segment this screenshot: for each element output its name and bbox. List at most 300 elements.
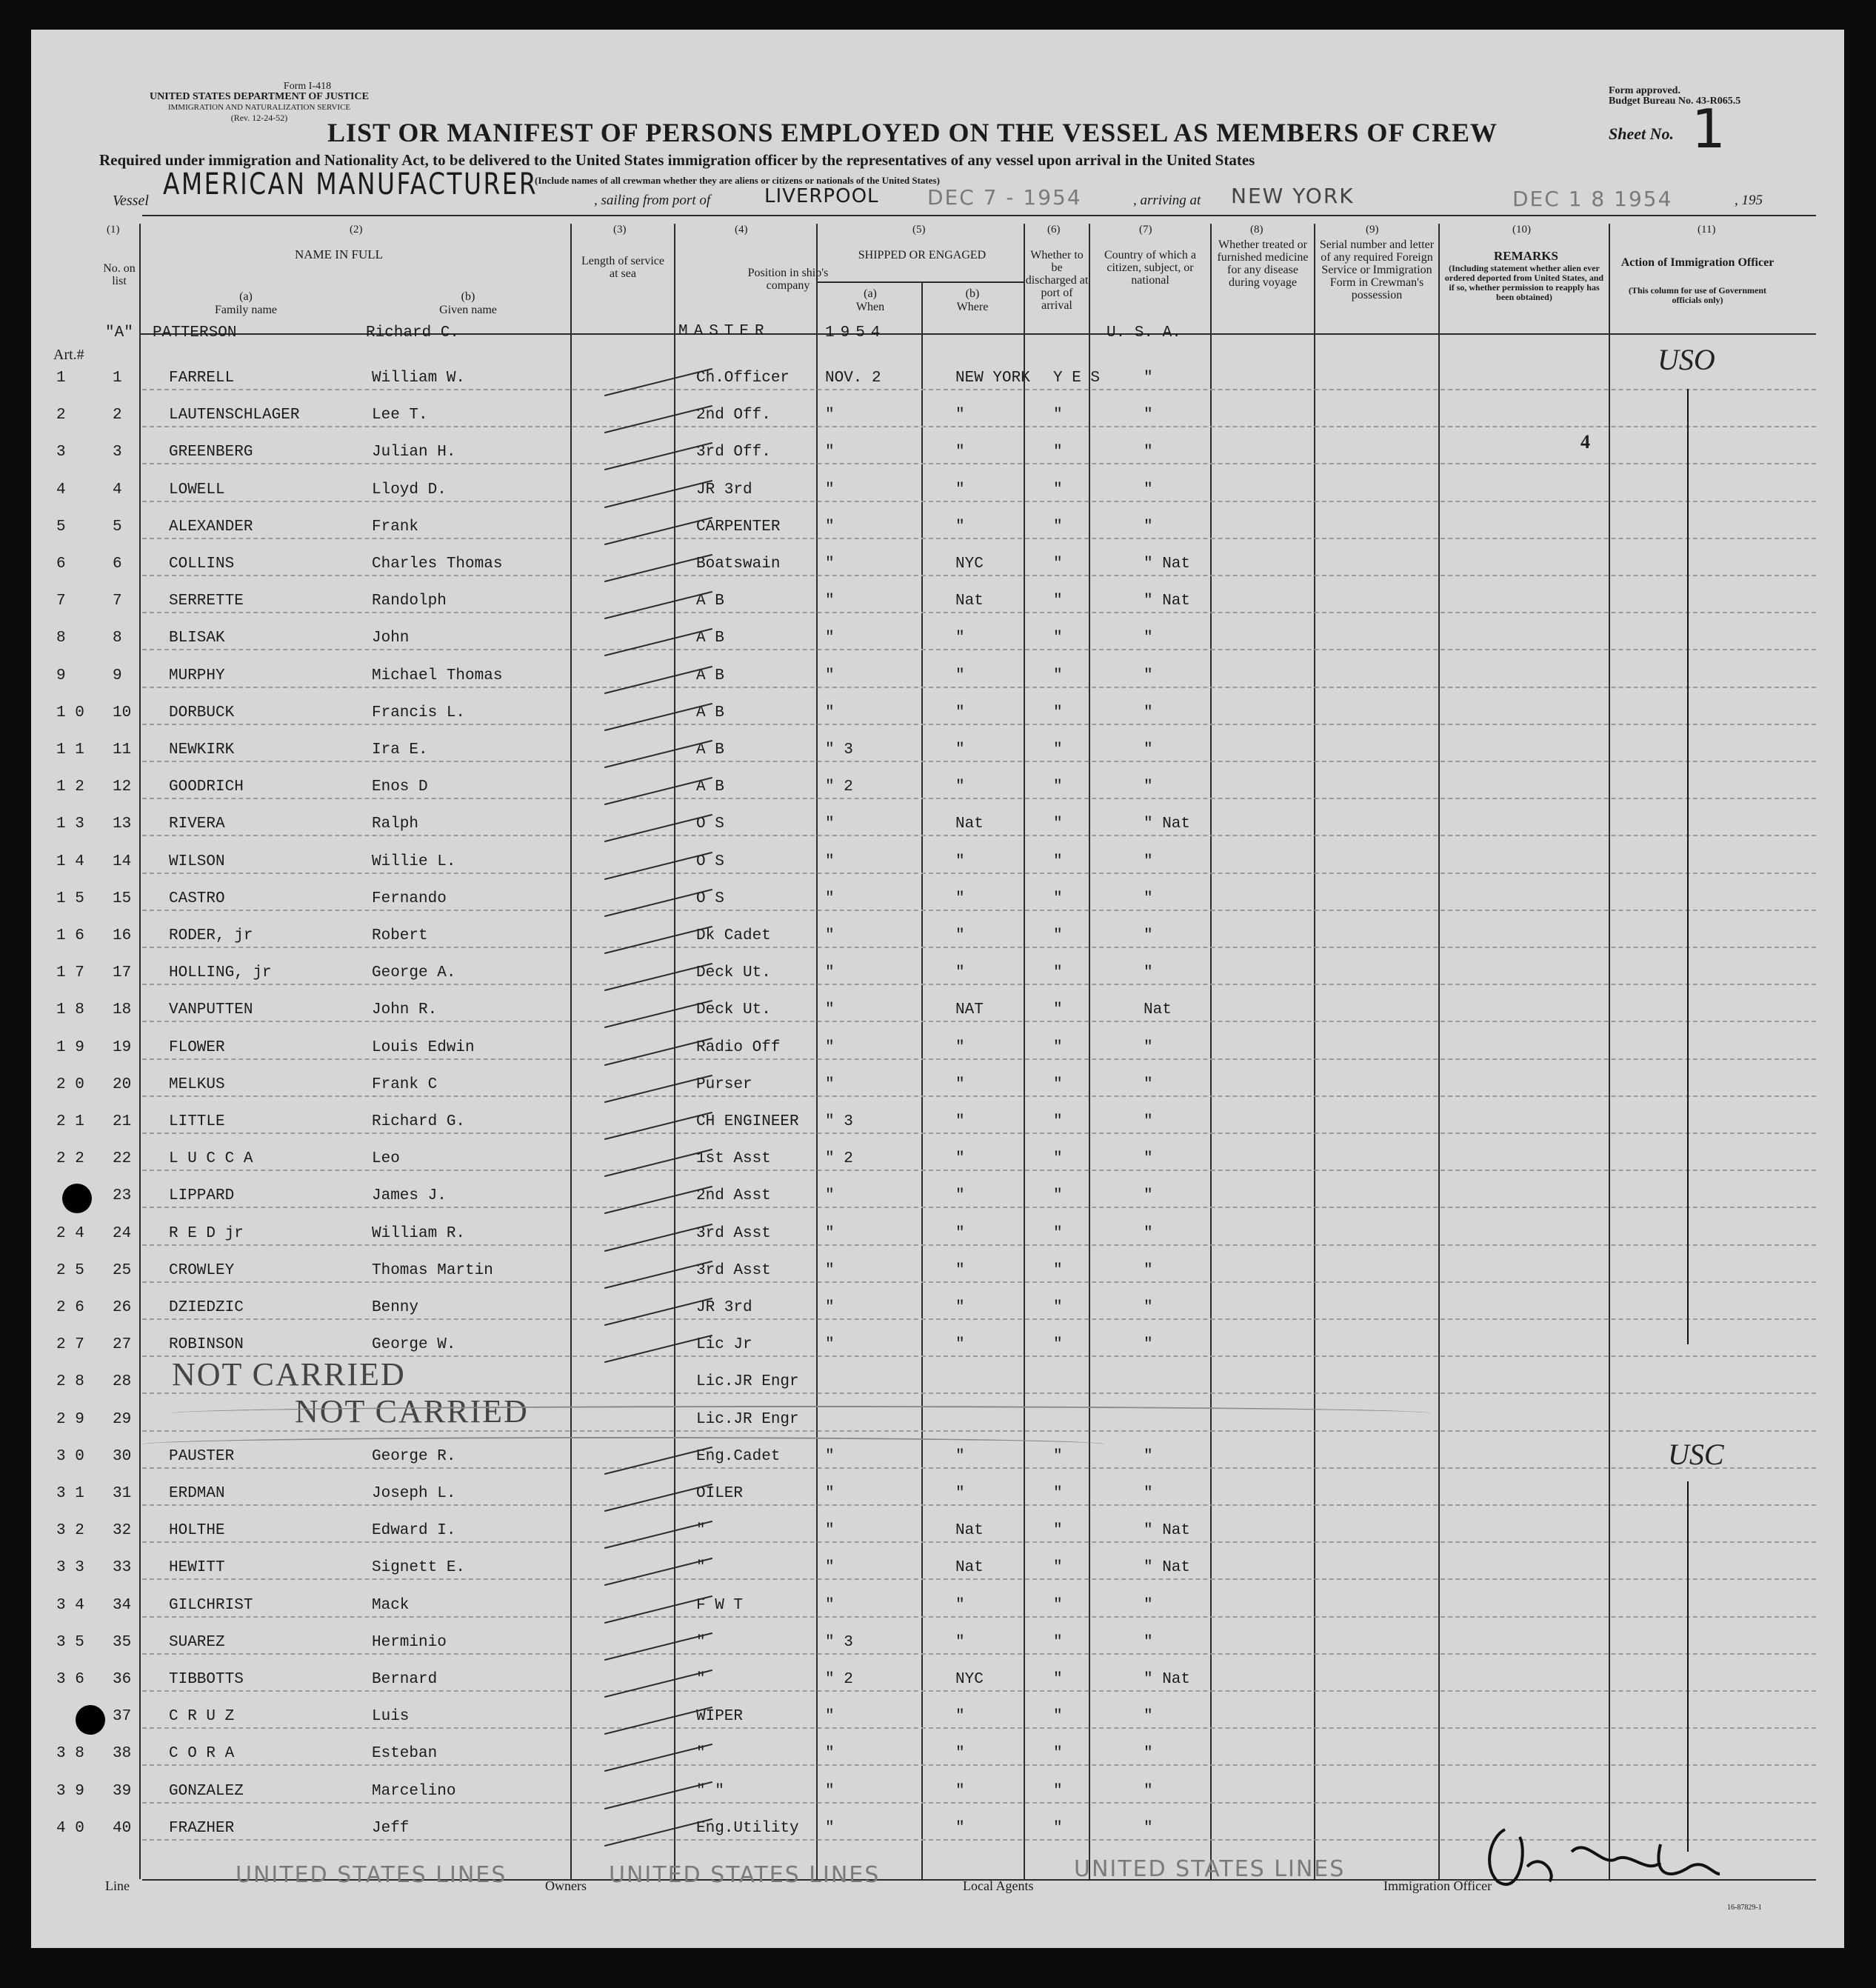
- row-rule: [142, 761, 1816, 762]
- col-line: [1210, 224, 1212, 1879]
- row-country: " Nat: [1144, 1522, 1191, 1539]
- row-rule: [142, 1541, 1816, 1543]
- row-list-number: 27: [113, 1336, 132, 1353]
- row-given-name: George W.: [372, 1336, 456, 1353]
- officer-check-line: [1687, 1481, 1689, 1852]
- row-when: ": [825, 890, 835, 907]
- row-art-number: 3 3: [56, 1559, 84, 1576]
- row-where: ": [955, 1448, 965, 1465]
- col5-number: (5): [912, 224, 926, 236]
- row-position: Lic Jr: [696, 1336, 752, 1353]
- col-length-service: Length of service at sea: [581, 255, 664, 280]
- row-family-name: MURPHY: [169, 667, 225, 684]
- row-country: ": [1144, 1225, 1153, 1242]
- row-position: Lic.JR Engr: [696, 1373, 799, 1390]
- row-country: ": [1144, 1336, 1153, 1353]
- row-list-number: 19: [113, 1039, 132, 1056]
- row-position: O S: [696, 890, 724, 907]
- row-country: ": [1144, 1597, 1153, 1614]
- row-where: ": [955, 630, 965, 647]
- row-country: ": [1144, 778, 1153, 795]
- row-given-name: Lloyd D.: [372, 481, 447, 498]
- sailing-date: DEC 7 - 1954: [927, 185, 1082, 210]
- row-position: ": [696, 1634, 706, 1651]
- row-family-name: L U C C A: [169, 1150, 253, 1167]
- row-list-number: 25: [113, 1262, 132, 1279]
- row-country: ": [1144, 741, 1153, 758]
- row-country: ": [1144, 1448, 1153, 1465]
- row-where: NEW YORK: [955, 370, 1030, 387]
- row-position: 3rd Off.: [696, 444, 771, 461]
- row-given-name: Robert: [372, 927, 428, 944]
- row-art-number: 3 8: [56, 1745, 84, 1762]
- row-given-name: Randolph: [372, 593, 447, 610]
- row-family-name: DZIEDZIC: [169, 1299, 244, 1316]
- row-given-name: Edward I.: [372, 1522, 456, 1539]
- row-given-name: Ira E.: [372, 741, 428, 758]
- row-discharged: ": [1053, 1150, 1063, 1167]
- col-serial: Serial number and letter of any required Foreign Service or Immigration Form in Crewman's possession: [1319, 239, 1435, 301]
- row-discharged: ": [1053, 704, 1063, 721]
- row-family-name: MELKUS: [169, 1076, 225, 1093]
- row-discharged: ": [1053, 890, 1063, 907]
- row-art-number: 2 2: [56, 1150, 84, 1167]
- row-country: ": [1144, 927, 1153, 944]
- row-position: O S: [696, 815, 724, 833]
- shipped-subline: [816, 281, 1024, 283]
- row-art-number: 3 6: [56, 1671, 84, 1688]
- vessel-label: Vessel: [113, 193, 149, 209]
- col4-number: (4): [735, 224, 748, 236]
- arrival-date: DEC 1 8 1954: [1512, 187, 1673, 211]
- row-list-number: 30: [113, 1448, 132, 1465]
- row-given-name: Frank C: [372, 1076, 438, 1093]
- row-rule: [142, 1095, 1816, 1097]
- row-given-name: Mack: [372, 1597, 410, 1614]
- row-country: ": [1144, 444, 1153, 461]
- officer-mark-uso: USO: [1658, 343, 1715, 376]
- row-where: ": [955, 704, 965, 721]
- row-list-number: 39: [113, 1783, 132, 1800]
- row-position: F W T: [696, 1597, 744, 1614]
- row-family-name: GONZALEZ: [169, 1783, 244, 1800]
- row-position: CARPENTER: [696, 518, 781, 536]
- row-rule: [142, 1207, 1816, 1208]
- row-country: ": [1144, 370, 1153, 387]
- row-country: " Nat: [1144, 556, 1191, 573]
- row-position: 1st Asst: [696, 1150, 771, 1167]
- line-value: UNITED STATES LINES: [236, 1862, 507, 1888]
- sheet-label: Sheet No.: [1609, 124, 1674, 143]
- row-country: ": [1144, 1708, 1153, 1725]
- row-art-number: 1 1: [56, 741, 84, 758]
- row-where: ": [955, 1187, 965, 1204]
- row-when: ": [825, 1522, 835, 1539]
- col-line: [1089, 224, 1090, 1879]
- row-where: ": [955, 1225, 965, 1242]
- row-when: ": [825, 1448, 835, 1465]
- row-family-name: ALEXANDER: [169, 518, 253, 536]
- officer-signature: [1475, 1822, 1727, 1896]
- row-family-name: DORBUCK: [169, 704, 235, 721]
- row-rule: [142, 389, 1816, 390]
- row-position: Radio Off: [696, 1039, 781, 1056]
- row-list-number: 12: [113, 778, 132, 795]
- row-rule: [142, 873, 1816, 874]
- row-where: ": [955, 444, 965, 461]
- row-family-name: C R U Z: [169, 1708, 235, 1725]
- row-position: " ": [696, 1783, 724, 1800]
- row-when: ": [825, 481, 835, 498]
- row-discharged: ": [1053, 593, 1063, 610]
- row-given-name: Lee T.: [372, 407, 428, 424]
- row-where: ": [955, 853, 965, 870]
- col6-number: (6): [1047, 224, 1061, 236]
- row-rule: [142, 501, 1816, 502]
- row-given-name: Charles Thomas: [372, 556, 503, 573]
- remarks-mark: 4: [1580, 431, 1590, 453]
- row-country: " Nat: [1144, 593, 1191, 610]
- row-art-number: 2 8: [56, 1373, 84, 1390]
- row-given-name: Richard G.: [372, 1113, 466, 1130]
- row-rule: [142, 1504, 1816, 1506]
- row-position: A B: [696, 630, 724, 647]
- row-country: ": [1144, 481, 1153, 498]
- row-art-number: 1 3: [56, 815, 84, 833]
- sailing-label: , sailing from port of: [594, 193, 711, 208]
- master-given: Richard C.: [366, 324, 460, 341]
- row-given-name: Fernando: [372, 890, 447, 907]
- row-when: ": [825, 1225, 835, 1242]
- row-given-name: Julian H.: [372, 444, 456, 461]
- row-position: ": [696, 1522, 706, 1539]
- row-country: ": [1144, 964, 1153, 981]
- row-rule: [142, 1318, 1816, 1320]
- col-remarks: REMARKS: [1494, 249, 1558, 263]
- col1-number: (1): [107, 224, 120, 236]
- approval-line1: Form approved.: [1609, 85, 1680, 96]
- row-list-number: 29: [113, 1411, 132, 1428]
- row-art-number: 5: [56, 518, 66, 536]
- row-discharged: ": [1053, 630, 1063, 647]
- row-list-number: 7: [113, 593, 122, 610]
- row-rule: [142, 947, 1816, 948]
- row-where: ": [955, 1150, 965, 1167]
- row-list-number: 33: [113, 1559, 132, 1576]
- row-rule: [142, 1764, 1816, 1766]
- col-line: [921, 281, 923, 1879]
- col-country: Country of which a citizen, subject, or national: [1104, 249, 1196, 287]
- row-art-number: 2 5: [56, 1262, 84, 1279]
- row-rule: [142, 724, 1816, 725]
- row-where: ": [955, 1485, 965, 1502]
- row-where: ": [955, 481, 965, 498]
- row-when: ": [825, 518, 835, 536]
- row-list-number: 6: [113, 556, 122, 573]
- row-country: ": [1144, 1113, 1153, 1130]
- row-family-name: VANPUTTEN: [169, 1001, 253, 1018]
- row-rule: [142, 1690, 1816, 1692]
- row-rule: [142, 612, 1816, 613]
- row-rule: [142, 1467, 1816, 1469]
- row-art-number: 2 7: [56, 1336, 84, 1353]
- agents-label: Local Agents: [963, 1878, 1034, 1893]
- row-country: ": [1144, 1262, 1153, 1279]
- row-list-number: 21: [113, 1113, 132, 1130]
- master-family: PATTERSON: [153, 324, 237, 341]
- row-family-name: COLLINS: [169, 556, 235, 573]
- row-position: 3rd Asst: [696, 1225, 771, 1242]
- row-position: Ch.Officer: [696, 370, 790, 387]
- row-given-name: James J.: [372, 1187, 447, 1204]
- row-family-name: LOWELL: [169, 481, 225, 498]
- col-given-name: Given name: [439, 304, 497, 316]
- row-discharged: ": [1053, 481, 1063, 498]
- col-where: Where: [956, 301, 989, 313]
- not-carried-stamp: NOT CARRIED: [295, 1393, 529, 1430]
- officer-label: Immigration Officer: [1383, 1878, 1492, 1893]
- row-list-number: 1: [113, 370, 122, 387]
- row-discharged: ": [1053, 927, 1063, 944]
- row-art-number: 3 9: [56, 1783, 84, 1800]
- row-family-name: R E D jr: [169, 1225, 244, 1242]
- row-when: ": [825, 407, 835, 424]
- row-rule: [142, 1430, 1816, 1432]
- not-carried-strike: [172, 1406, 1431, 1421]
- row-when: ": [825, 1820, 835, 1837]
- row-list-number: 26: [113, 1299, 132, 1316]
- row-position: 3rd Asst: [696, 1262, 771, 1279]
- row-given-name: Joseph L.: [372, 1485, 456, 1502]
- row-list-number: 23: [113, 1187, 132, 1204]
- row-when: ": [825, 1485, 835, 1502]
- row-where: ": [955, 667, 965, 684]
- row-rule: [142, 1021, 1816, 1022]
- row-family-name: HEWITT: [169, 1559, 225, 1576]
- row-family-name: SUAREZ: [169, 1634, 225, 1651]
- row-given-name: Jeff: [372, 1820, 410, 1837]
- row-when: ": [825, 630, 835, 647]
- master-no: "A": [105, 324, 133, 341]
- row-when: ": [825, 1299, 835, 1316]
- row-position: A B: [696, 741, 724, 758]
- row-when: ": [825, 1039, 835, 1056]
- department: UNITED STATES DEPARTMENT OF JUSTICE: [150, 91, 369, 102]
- row-position: A B: [696, 778, 724, 795]
- row-rule: [142, 649, 1816, 650]
- row-when: ": [825, 1559, 835, 1576]
- row-given-name: Thomas Martin: [372, 1262, 493, 1279]
- row-position: Eng.Cadet: [696, 1448, 781, 1465]
- row-rule: [142, 1653, 1816, 1655]
- arriving-label: , arriving at: [1133, 193, 1201, 208]
- row-list-number: 24: [113, 1225, 132, 1242]
- officer-mark-usc: USC: [1668, 1438, 1724, 1471]
- row-country: ": [1144, 890, 1153, 907]
- row-when: ": [825, 1597, 835, 1614]
- row-discharged: Y E S: [1053, 370, 1101, 387]
- row-where: ": [955, 1336, 965, 1353]
- row-art-number: 1 7: [56, 964, 84, 981]
- row-discharged: ": [1053, 1225, 1063, 1242]
- row-given-name: George R.: [372, 1448, 456, 1465]
- row-family-name: PAUSTER: [169, 1448, 235, 1465]
- row-country: ": [1144, 667, 1153, 684]
- row-discharged: ": [1053, 1820, 1063, 1837]
- row-family-name: LAUTENSCHLAGER: [169, 407, 300, 424]
- row-rule: [142, 1802, 1816, 1804]
- row-when: ": [825, 1783, 835, 1800]
- row-when: " 3: [825, 1113, 853, 1130]
- row-when: ": [825, 704, 835, 721]
- row-when: ": [825, 1001, 835, 1018]
- col-shipped-engaged: SHIPPED OR ENGAGED: [858, 249, 987, 261]
- row-when: ": [825, 1187, 835, 1204]
- row-when: ": [825, 927, 835, 944]
- where-letter: (b): [965, 287, 980, 300]
- row-discharged: ": [1053, 667, 1063, 684]
- row-discharged: ": [1053, 1187, 1063, 1204]
- row-country: ": [1144, 1150, 1153, 1167]
- row-given-name: George A.: [372, 964, 456, 981]
- row-family-name: ROBINSON: [169, 1336, 244, 1353]
- row-list-number: 8: [113, 630, 122, 647]
- owners-value: UNITED STATES LINES: [609, 1862, 881, 1888]
- row-discharged: ": [1053, 1634, 1063, 1651]
- row-where: ": [955, 1113, 965, 1130]
- row-art-number: 1 9: [56, 1039, 84, 1056]
- row-art-number: 1 2: [56, 778, 84, 795]
- punch-hole: [76, 1705, 105, 1735]
- row-where: Nat: [955, 1559, 984, 1576]
- row-art-number: 2 6: [56, 1299, 84, 1316]
- col-family-name: Family name: [215, 304, 277, 316]
- row-where: ": [955, 1634, 965, 1651]
- row-where: ": [955, 1783, 965, 1800]
- row-discharged: ": [1053, 1671, 1063, 1688]
- row-list-number: 11: [113, 741, 132, 758]
- row-position: CH ENGINEER: [696, 1113, 799, 1130]
- row-list-number: 9: [113, 667, 122, 684]
- row-family-name: TIBBOTTS: [169, 1671, 244, 1688]
- col7-number: (7): [1139, 224, 1152, 236]
- row-position: ": [696, 1671, 706, 1688]
- row-rule: [142, 1058, 1816, 1060]
- row-art-number: 3: [56, 444, 66, 461]
- remarks-note: (Including statement whether alien ever ordered deported from United States, and if so, whether permission to reapply has been obtained): [1444, 263, 1604, 302]
- row-family-name: GILCHRIST: [169, 1597, 253, 1614]
- row-rule: [142, 1244, 1816, 1246]
- row-position: ": [696, 1745, 706, 1762]
- row-art-number: 1 8: [56, 1001, 84, 1018]
- row-discharged: ": [1053, 1448, 1063, 1465]
- row-art-number: 3 4: [56, 1597, 84, 1614]
- row-country: ": [1144, 518, 1153, 536]
- row-given-name: Willie L.: [372, 853, 456, 870]
- row-position: Eng.Utility: [696, 1820, 799, 1837]
- row-country: " Nat: [1144, 1671, 1191, 1688]
- col-line: [139, 224, 141, 1879]
- row-family-name: HOLTHE: [169, 1522, 225, 1539]
- row-where: NYC: [955, 1671, 984, 1688]
- row-given-name: Marcelino: [372, 1783, 456, 1800]
- row-list-number: 34: [113, 1597, 132, 1614]
- row-family-name: C O R A: [169, 1745, 235, 1762]
- row-art-number: 2 4: [56, 1225, 84, 1242]
- row-country: ": [1144, 1187, 1153, 1204]
- row-when: ": [825, 1262, 835, 1279]
- sailing-port: LIVERPOOL: [764, 185, 879, 207]
- row-where: ": [955, 1076, 965, 1093]
- col-line: [1314, 224, 1315, 1879]
- row-art-number: 7: [56, 593, 66, 610]
- print-code: 16-87829-1: [1727, 1904, 1762, 1912]
- row-where: ": [955, 927, 965, 944]
- row-list-number: 28: [113, 1373, 132, 1390]
- row-country: " Nat: [1144, 815, 1191, 833]
- row-position: JR 3rd: [696, 1299, 752, 1316]
- vessel-name: AMERICAN MANUFACTURER: [163, 167, 538, 201]
- revision: (Rev. 12-24-52): [230, 113, 288, 123]
- row-given-name: Michael Thomas: [372, 667, 503, 684]
- row-position: 2nd Off.: [696, 407, 771, 424]
- agents-value: UNITED STATES LINES: [1074, 1856, 1346, 1882]
- row-family-name: FARRELL: [169, 370, 235, 387]
- action-note: (This column for use of Government officials only): [1628, 285, 1767, 305]
- row-country: ": [1144, 1039, 1153, 1056]
- row-where: ": [955, 1745, 965, 1762]
- row-discharged: ": [1053, 1559, 1063, 1576]
- row-rule: [142, 1727, 1816, 1729]
- row-art-number: 2: [56, 407, 66, 424]
- row-art-number: 1 6: [56, 927, 84, 944]
- row-country: ": [1144, 1299, 1153, 1316]
- row-discharged: ": [1053, 1745, 1063, 1762]
- row-rule: [142, 538, 1816, 539]
- col-no-on-list: No. on list: [103, 262, 136, 287]
- row-discharged: ": [1053, 964, 1063, 981]
- row-list-number: 40: [113, 1820, 132, 1837]
- row-family-name: GOODRICH: [169, 778, 244, 795]
- row-list-number: 14: [113, 853, 132, 870]
- row-rule: [142, 798, 1816, 799]
- row-when: ": [825, 853, 835, 870]
- row-where: Nat: [955, 1522, 984, 1539]
- approval-line2: Budget Bureau No. 43-R065.5: [1609, 96, 1741, 107]
- col-line: [570, 224, 572, 1879]
- row-list-number: 16: [113, 927, 132, 944]
- row-discharged: ": [1053, 1597, 1063, 1614]
- row-given-name: John: [372, 630, 410, 647]
- vessel-underline: [142, 215, 1816, 216]
- row-position: Purser: [696, 1076, 752, 1093]
- not-carried-stamp: NOT CARRIED: [172, 1356, 406, 1392]
- row-list-number: 20: [113, 1076, 132, 1093]
- row-when: " 2: [825, 1150, 853, 1167]
- row-art-number: 3 1: [56, 1485, 84, 1502]
- col8-number: (8): [1250, 224, 1264, 236]
- given-letter: (b): [461, 290, 475, 303]
- row-art-number: 3 0: [56, 1448, 84, 1465]
- row-given-name: Francis L.: [372, 704, 466, 721]
- row-given-name: Ralph: [372, 815, 419, 833]
- row-when: ": [825, 667, 835, 684]
- row-discharged: ": [1053, 741, 1063, 758]
- col11-number: (11): [1698, 224, 1716, 236]
- row-country: ": [1144, 1485, 1153, 1502]
- row-discharged: ": [1053, 1113, 1063, 1130]
- row-art-number: 1: [56, 370, 66, 387]
